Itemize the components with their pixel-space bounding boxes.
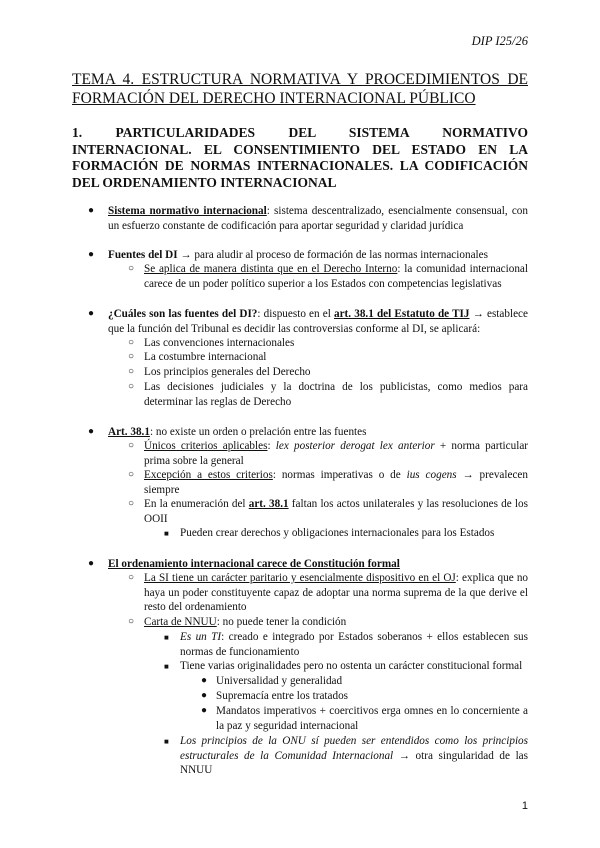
subsubitem-principios-onu: Los principios de la ONU sí pueden ser entendidos como los principios estructurales de la Comunidad Internacional → otra singularidad de las NNUU bbox=[180, 735, 529, 777]
circle-bullet-icon: ○ bbox=[128, 381, 135, 392]
list-item: Supremacía entre los tratados bbox=[216, 690, 349, 702]
bullet-sistema-normativo: Sistema normativo internacional: sistema descentralizado, esencialmente consensual, con un esfuerzo constante de codificación para aportar seguridad y claridad jurídica bbox=[108, 205, 528, 232]
subitem-si-paritario: La SI tiene un carácter paritario y esencialmente dispositivo en el OJ: explica que no haya un poder constituyente capaz de adoptar una norma suprema de la que derive el resto del ordenamiento bbox=[144, 572, 529, 614]
circle-bullet-icon: ○ bbox=[128, 337, 135, 348]
bullet-icon: ● bbox=[88, 249, 95, 260]
square-bullet-icon: ■ bbox=[164, 529, 169, 538]
bullet-icon: ● bbox=[88, 205, 95, 216]
page-number: 1 bbox=[521, 800, 528, 812]
circle-bullet-icon: ○ bbox=[128, 440, 135, 451]
dot-bullet-icon: ● bbox=[201, 690, 208, 701]
bullet-icon: ● bbox=[88, 558, 95, 569]
subitem-criterios: Únicos criterios aplicables: lex posterior derogat lex anterior + norma particular prima sobre la general bbox=[144, 440, 529, 467]
dot-bullet-icon: ● bbox=[201, 675, 208, 686]
bullet-cuales-fuentes: ¿Cuáles son las fuentes del DI?: dispuesto en el art. 38.1 del Estatuto de TIJ → establece que la función del Tribunal es decidir las controversias conforme al DI, se aplicará: bbox=[108, 308, 528, 335]
bullet-constitucion: El ordenamiento internacional carece de Constitución formal bbox=[108, 558, 400, 570]
circle-bullet-icon: ○ bbox=[128, 498, 135, 509]
document-header: DIP I25/26 bbox=[471, 34, 528, 48]
circle-bullet-icon: ○ bbox=[128, 572, 135, 583]
bullet-fuentes-di: Fuentes del DI → para aludir al proceso de formación de las normas internacionales bbox=[108, 249, 488, 261]
page-title: TEMA 4. ESTRUCTURA NORMATIVA Y PROCEDIMIENTOS DE FORMACIÓN DEL DERECHO INTERNACIONAL PÚBLICO bbox=[72, 71, 528, 107]
subitem-excepcion: Excepción a estos criterios: normas imperativas o de ius cogens → prevalecen siempre bbox=[144, 469, 528, 496]
circle-bullet-icon: ○ bbox=[128, 616, 135, 627]
circle-bullet-icon: ○ bbox=[128, 469, 135, 480]
list-item: Mandatos imperativos + coercitivos erga omnes en lo concerniente a la paz y seguridad internacional bbox=[216, 705, 528, 732]
list-item: Universalidad y generalidad bbox=[216, 675, 343, 687]
list-item: La costumbre internacional bbox=[144, 351, 267, 363]
subsubitem-es-ti: Es un TI: creado e integrado por Estados soberanos + ellos establecen sus normas de funcionamiento bbox=[180, 631, 528, 658]
list-item: Los principios generales del Derecho bbox=[144, 366, 311, 378]
dot-bullet-icon: ● bbox=[201, 705, 208, 716]
subsubitem-derechos: Pueden crear derechos y obligaciones internacionales para los Estados bbox=[180, 527, 495, 539]
bullet-art-38: Art. 38.1: no existe un orden o prelación entre las fuentes bbox=[108, 426, 367, 438]
list-item: Las decisiones judiciales y la doctrina de los publicistas, como medios para determinar las reglas de Derecho bbox=[144, 381, 528, 408]
section-heading: 1. PARTICULARIDADES DEL SISTEMA NORMATIVO INTERNACIONAL. EL CONSENTIMIENTO DEL ESTADO EN LA FORMACIÓN DE NORMAS INTERNACIONALES. LA CODIFICACIÓN DEL ORDENAMIENTO INTERNACIONAL bbox=[72, 125, 528, 190]
subsubitem-originalidades: Tiene varias originalidades pero no ostenta un carácter constitucional formal bbox=[180, 660, 523, 672]
circle-bullet-icon: ○ bbox=[128, 351, 135, 362]
subitem-enumeracion: En la enumeración del art. 38.1 faltan los actos unilaterales y las resoluciones de los OOII bbox=[144, 498, 528, 525]
circle-bullet-icon: ○ bbox=[128, 366, 135, 377]
subitem-carta-nnuu: Carta de NNUU: no puede tener la condición bbox=[144, 616, 347, 628]
bullet-icon: ● bbox=[88, 308, 95, 319]
square-bullet-icon: ■ bbox=[164, 633, 169, 642]
square-bullet-icon: ■ bbox=[164, 737, 169, 746]
subitem-derecho-interno: Se aplica de manera distinta que en el Derecho Interno: la comunidad internacional carece de un poder político superior a los Estados con competencias legislativas bbox=[144, 263, 528, 290]
list-item: Las convenciones internacionales bbox=[144, 337, 295, 349]
bullet-icon: ● bbox=[88, 426, 95, 437]
square-bullet-icon: ■ bbox=[164, 662, 169, 671]
circle-bullet-icon: ○ bbox=[128, 263, 135, 274]
